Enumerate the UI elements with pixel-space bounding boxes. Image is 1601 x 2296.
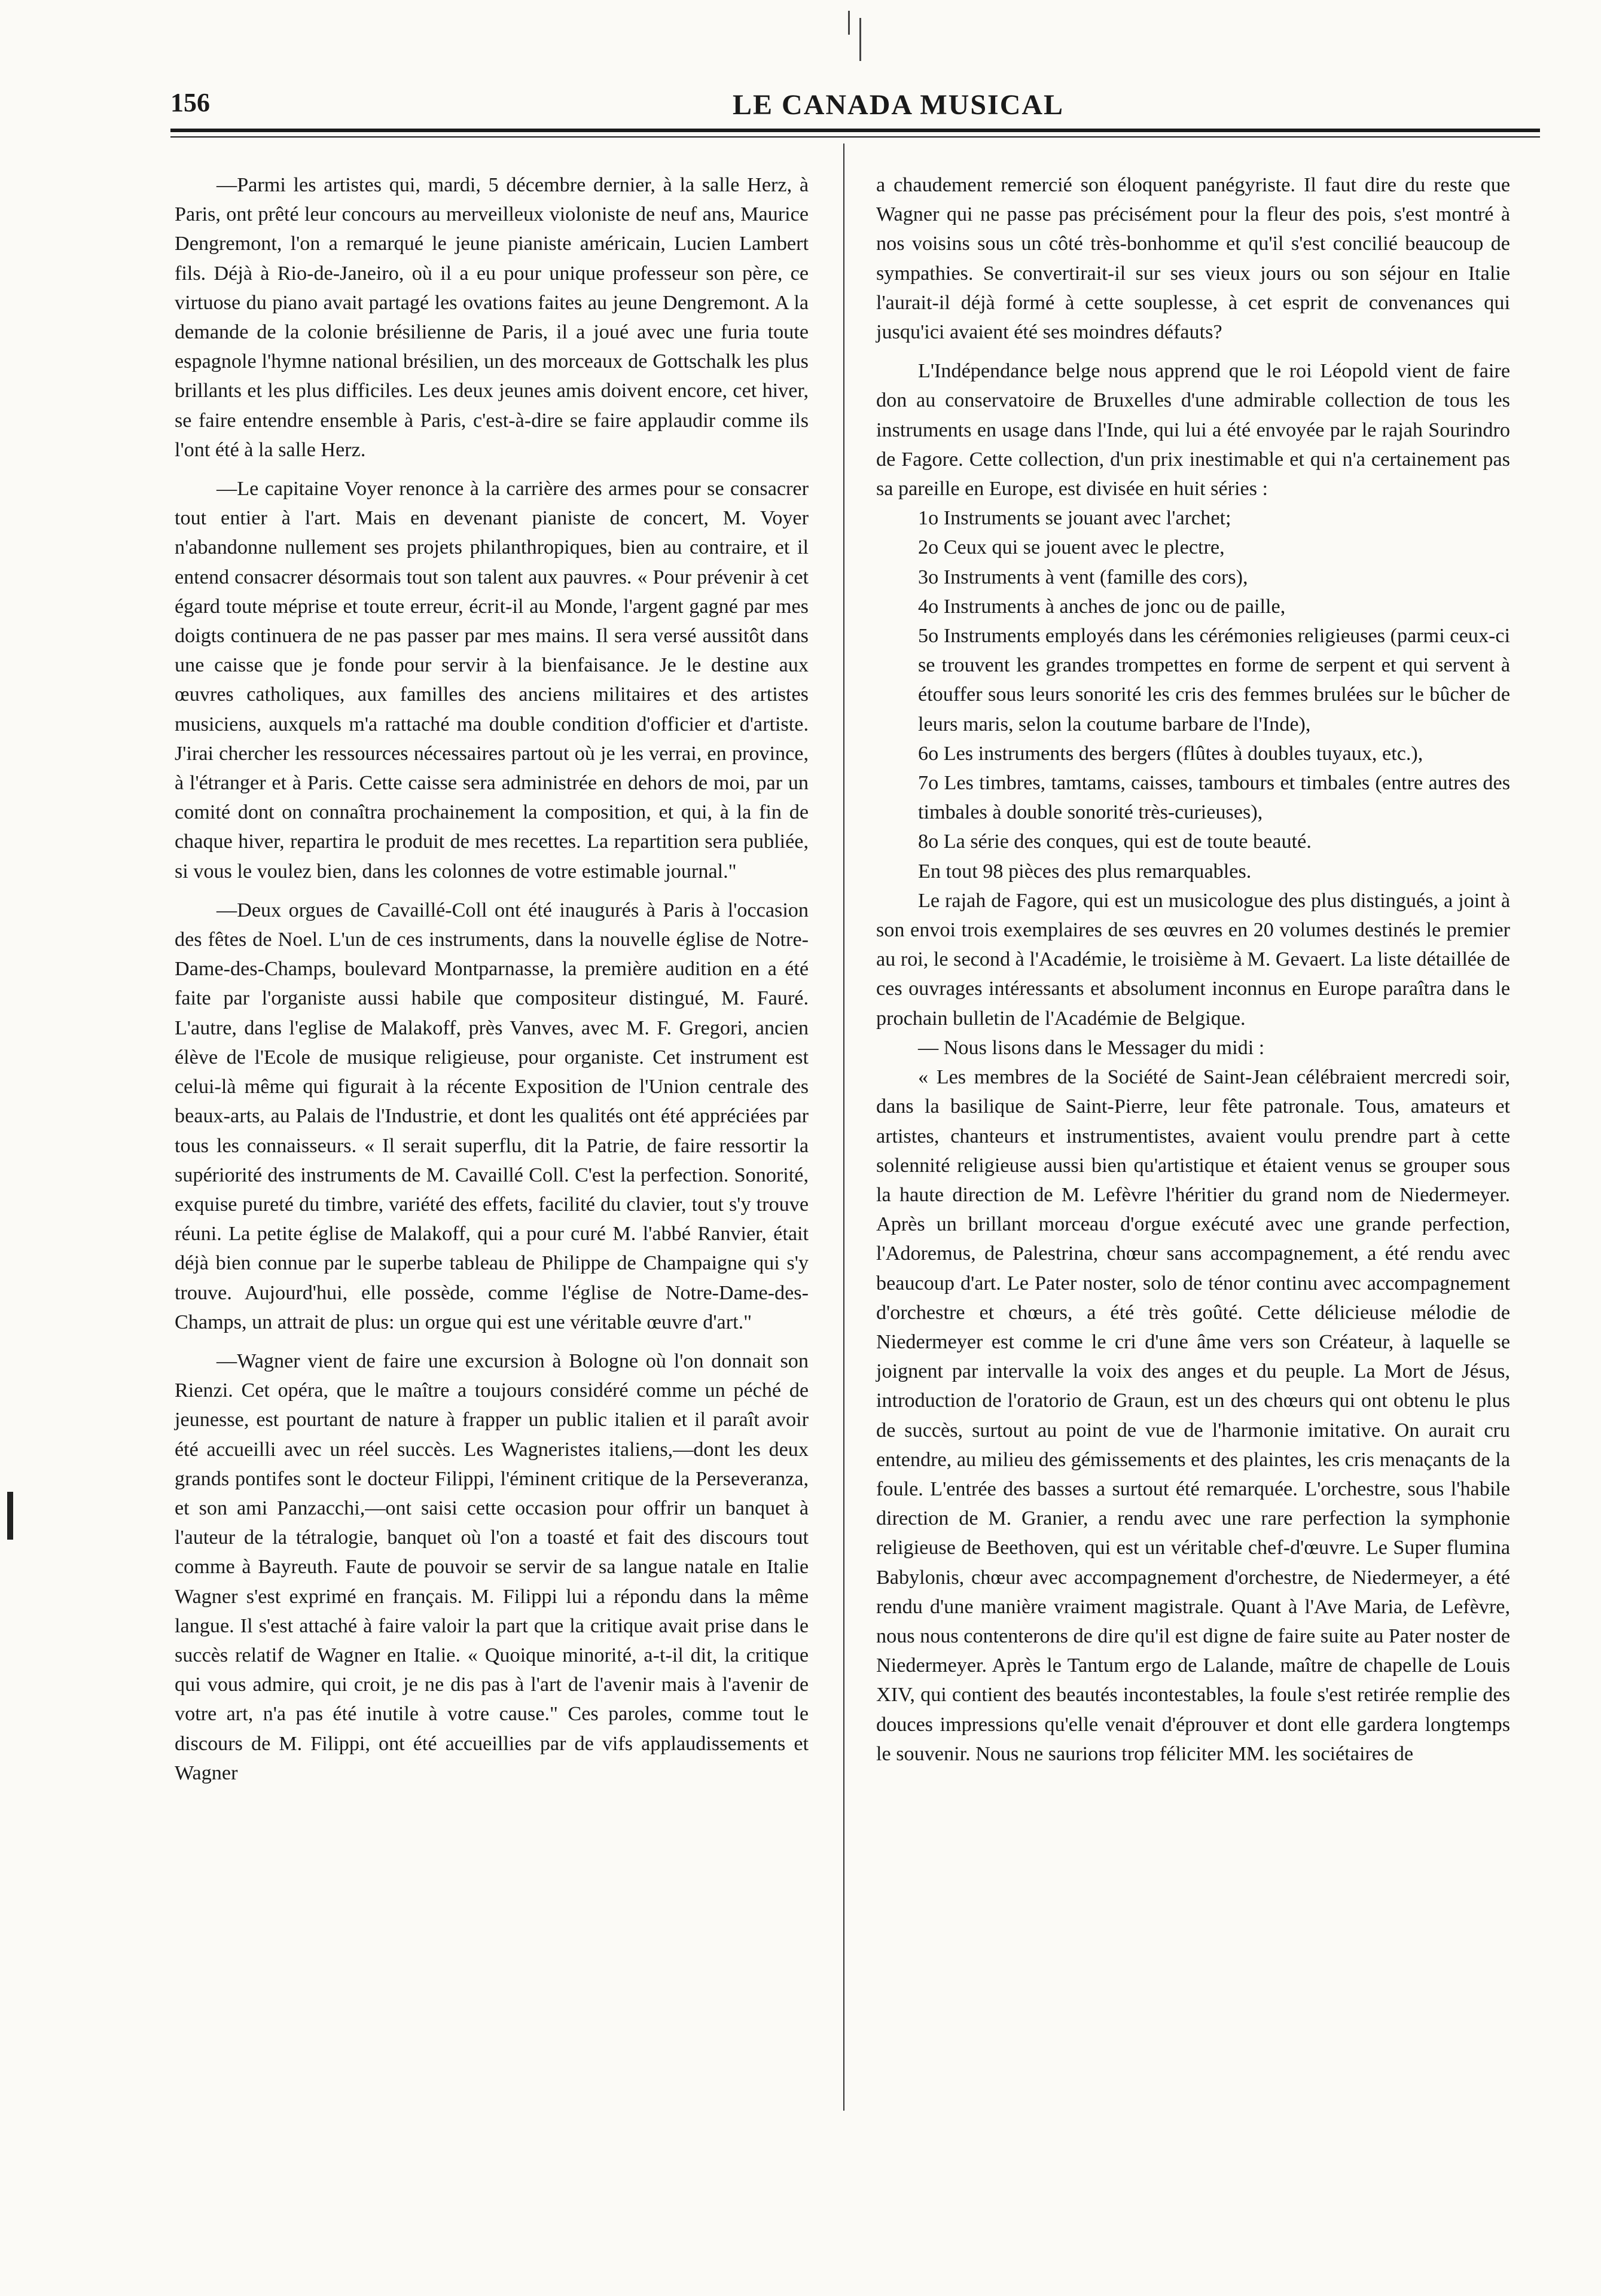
list-item: 1o Instruments se jouant avec l'archet; (918, 507, 1231, 530)
list-item: 3o Instruments à vent (famille des cors), (918, 566, 1248, 588)
article-rajah: Le rajah de Fagore, qui est un musicologue des plus distingués, a joint à son envoi trois exemplaires de ses œuvres en 20 volumes destinés le premier au roi, le second à l'Académie, le troisième à M. Gevaert. La liste détaillée de ces ouvrages intéressants et absolument inconnus en Europe paraîtra dans le prochain bulletin de l'Académie de Belgique. (876, 889, 1510, 1030)
list-item: 4o Instruments à anches de jonc ou de paille, (918, 595, 1286, 618)
page-header (170, 84, 1540, 132)
scan-edge-mark (7, 1492, 13, 1540)
right-column (876, 170, 1510, 1778)
scan-mark (848, 11, 850, 35)
article-wagner: —Wagner vient de faire une excursion à Bologne où l'on donnait son Rienzi. Cet opéra, que le maître a toujours considéré comme un péché de jeunesse, est pourtant de nature à frapper un public italien et il paraît avoir été accueilli avec un réel succès. Les Wagneristes italiens,—dont les deux grands pontifes sont le docteur Filippi, l'éminent critique de la Perseveranza, et son ami Panzacchi,—ont saisi cette occasion pour offrir un banquet à l'auteur de la tétralogie, banquet où l'on a toasté et fait des discours tout comme à Bayreuth. Faute de pouvoir se servir de sa langue natale en Italie Wagner s'est exprimé en français. M. Filippi lui a répondu dans la même langue. Il s'est attaché à faire valoir la part que la critique avait prise dans le succès relatif de Wagner en Italie. « Quoique minorité, a-t-il dit, la critique qui vous admire, qui croit, je ne dis pas à l'art de l'avenir mais à l'avenir de votre art, n'a pas été inutile à votre cause." Ces paroles, comme tout le discours de M. Filippi, ont été accueillies par de vifs applaudissements et Wagner (175, 1349, 809, 1784)
left-column (175, 170, 809, 1797)
list-item: 8o La série des conques, qui est de toute beauté. (918, 831, 1312, 853)
list-item: En tout 98 pièces des plus remarquables. (918, 860, 1252, 883)
article-messager: « Les membres de la Société de Saint-Jean célébraient mercredi soir, dans la basilique de Saint-Pierre, leur fête patronale. Tous, amateurs et artistes, chanteurs et instrumentistes, avaient voulu prendre part à cette solennité religieuse aussi bien qu'artistique et étaient venus se grouper sous la haute direction de M. Lefèvre l'héritier du grand nom de Niedermeyer. Après un brillant morceau d'orgue exécuté avec une grande perfection, l'Adoremus, de Palestrina, chœur sans accompagnement, a été rendu avec beaucoup d'art. Le Pater noster, solo de ténor continu avec accompagnement d'orchestre et chœurs, a été très goûté. Cette délicieuse mélodie de Niedermeyer est comme le cri d'une âme vers son Créateur, à laquelle se joignent par intervalle la voix des anges et du peuple. La Mort de Jésus, introduction de l'oratorio de Graun, est un des chœurs qui ont obtenu le plus de succès, surtout au point de vue de l'harmonie imitative. On aurait cru entendre, au milieu des gémissements et des plaintes, les cris menaçants de la foule. L'entrée des basses a surtout été remarquée. L'orchestre, sous l'habile direction de M. Granier, a rendu avec une rare perfection la symphonie religieuse de Beethoven, qui est un véritable chef-d'œuvre. Le Super flumina Babylonis, chœur avec accompagnement d'orchestre, de Niedermeyer, a été rendu d'une manière vraiment magistrale. Quant à l'Ave Maria, de Lefèvre, nous nous contenterons de dire qu'il est digne de faire suite au Pater noster de Niedermeyer. Après le Tantum ergo de Lalande, maître de chapelle de Louis XIV, qui contient des beautés incontestables, la foule s'est retirée remplie des douces impressions qu'elle venait d'éprouver et dont elle gardera longtemps le souvenir. Nous ne saurions trop féliciter MM. les sociétaires de (876, 1066, 1510, 1765)
article-messager-intro: — Nous lisons dans le Messager du midi : (918, 1036, 1265, 1059)
journal-title: LE CANADA MUSICAL (733, 89, 1065, 121)
article-lambert: —Parmi les artistes qui, mardi, 5 décembre dernier, à la salle Herz, à Paris, ont prêté leur concours au merveilleux violoniste de neuf ans, Maurice Dengremont, l'on a remarqué le jeune pianiste américain, Lucien Lambert fils. Déjà à Rio-de-Janeiro, où il a eu pour unique professeur son père, ce virtuose du piano avait partagé les ovations faites au jeune Dengremont. A la demande de la colonie brésilienne de Paris, il a joué avec une furia toute espagnole l'hymne national brésilien, un des morceaux de Gottschalk les plus brillants et les plus difficiles. Les deux jeunes amis doivent encore, cet hiver, se faire entendre ensemble à Paris, c'est-à-dire se faire applaudir comme ils l'ont été à la salle Herz. (175, 174, 809, 461)
page-number: 156 (170, 88, 210, 117)
article-cavaille-coll: —Deux orgues de Cavaillé-Coll ont été inaugurés à Paris à l'occasion des fêtes de Noel. L'un de ces instruments, dans la nouvelle église de Notre-Dame-des-Champs, boulevard Montparnasse, la première audition en a été faite par l'organiste aussi habile que compositeur distingué, M. Fauré. L'autre, dans l'eglise de Malakoff, près Vanves, avec M. F. Gregori, ancien élève de l'Ecole de musique religieuse, pour organiste. Cet instrument est celui-là même qui figurait à la récente Exposition de l'Union centrale des beaux-arts, au Palais de l'Industrie, et dont les qualités ont été appréciées par tous les connaisseurs. « Il serait superflu, dit la Patrie, de faire ressortir la supériorité des instruments de M. Cavaillé Coll. C'est la perfection. Sonorité, exquise pureté du timbre, variété des effets, facilité du clavier, tout s'y trouve réuni. La petite église de Malakoff, qui a pour curé M. l'abbé Ranvier, était déjà bien connue par le superbe tableau de Philippe de Champaigne qui s'y trouve. Aujourd'hui, elle possède, comme l'église de Notre-Dame-des-Champs, un attrait de plus: un orgue qui est une véritable œuvre d'art." (175, 899, 809, 1333)
header-rule-thin (170, 136, 1540, 138)
list-item: 5o Instruments employés dans les cérémonies religieuses (parmi ceux-ci se trouvent les grandes trompettes en forme de serpent et qui servent à étouffer sous leurs sonorité les cris des femmes brulées sur le bûcher de leurs maris, selon la coutume barbare de l'Inde), (918, 625, 1510, 735)
article-wagner-continuation: a chaudement remercié son éloquent panégyriste. Il faut dire du reste que Wagner qui ne passe pas précisément pour la fleur des pois, s'est montré à nos voisins sous un côté très-bonhomme et qu'il s'est concilié beaucoup de sympathies. Se convertirait-il sur ses vieux jours ou son séjour en Italie l'aurait-il déjà formé à cette souplesse, à cet esprit de convenances qui jusqu'ici avaient été ses moindres défauts? (876, 174, 1510, 344)
list-item: 2o Ceux qui se jouent avec le plectre, (918, 536, 1225, 559)
header-rule-thick (170, 129, 1540, 132)
list-item: 7o Les timbres, tamtams, caisses, tambours et timbales (entre autres des timbales à double sonorité très-curieuses), (918, 772, 1510, 824)
instrument-series-list (876, 503, 1510, 886)
article-independance: L'Indépendance belge nous apprend que le roi Léopold vient de faire don au conservatoire de Bruxelles d'une admirable collection de tous les instruments en usage dans l'Inde, qui lui a été envoyée par le rajah Sourindro de Fagore. Cette collection, d'un prix inestimable et qui n'a certainement pas sa pareille en Europe, est divisée en huit séries : (876, 360, 1510, 500)
list-item: 6o Les instruments des bergers (flûtes à doubles tuyaux, etc.), (918, 742, 1423, 765)
scan-mark (859, 18, 861, 61)
article-voyer: —Le capitaine Voyer renonce à la carrière des armes pour se consacrer tout entier à l'art. Mais en devenant pianiste de concert, M. Voyer n'abandonne nullement ses projets philanthropiques, bien au contraire, et il entend consacrer désormais tout son talent aux pauvres. « Pour prévenir à cet égard toute méprise et toute erreur, écrit-il au Monde, l'argent gagné par mes doigts continuera de ne pas passer par mes mains. Il sera versé aussitôt dans une caisse que je fonde pour servir à la bienfaisance. Je le destine aux œuvres catholiques, aux familles des anciens militaires et des artistes musiciens, auxquels m'a rattaché ma double condition d'officier et d'artiste. J'irai chercher les ressources nécessaires partout où je les verrai, en province, à l'étranger et à Paris. Cette caisse sera administrée en dehors de moi, par un comité dont on connaîtra prochainement la composition, et qui, à la fin de chaque hiver, repartira le produit de mes recettes. La repartition sera publiée, si vous le voulez bien, dans les colonnes de votre estimable journal." (175, 478, 809, 883)
column-divider (843, 144, 844, 2111)
